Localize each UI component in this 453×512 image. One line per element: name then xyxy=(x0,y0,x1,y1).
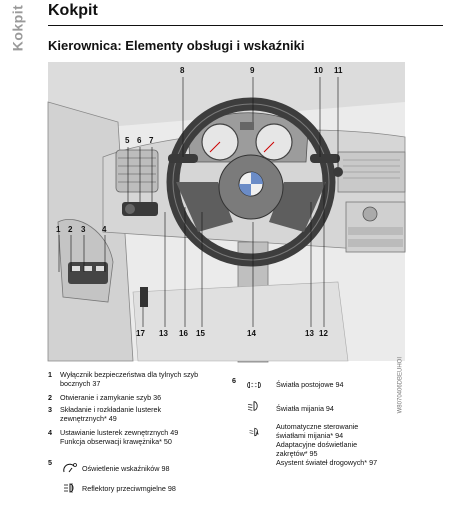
callout-13-left: 13 xyxy=(159,329,168,338)
callout-12: 12 xyxy=(319,329,328,338)
callout-6: 6 xyxy=(137,136,142,145)
legend-left: 1 Wyłącznik bezpieczeństwa dla tylnych szyb bocznych 37 2 Otwieranie i zamykanie szyb 36 3 Składanie i rozkładanie lusterek zewnętrznych* 49 4 Ustawianie lusterek zewnętrznych 49 Funkcja obserwacji krawężnika* 50 5 Oświetlenie wskaźników 98 Reflektory przeciwmgielne 98 xyxy=(48,370,199,493)
callout-17: 17 xyxy=(136,329,145,338)
parking-lights-icon xyxy=(246,379,262,391)
cockpit-drawing xyxy=(48,62,405,361)
callout-3: 3 xyxy=(81,225,86,234)
svg-text:A: A xyxy=(255,430,259,436)
title-divider xyxy=(48,25,443,26)
callout-8: 8 xyxy=(180,66,185,75)
callout-14: 14 xyxy=(247,329,256,338)
callout-10: 10 xyxy=(314,66,323,75)
callout-9: 9 xyxy=(250,66,255,75)
figure-code: W8070406DBEUHOI xyxy=(397,357,403,414)
callout-1: 1 xyxy=(56,225,61,234)
callout-16: 16 xyxy=(179,329,188,338)
page-title: Kokpit xyxy=(48,2,98,19)
instrument-lighting-icon xyxy=(62,462,78,474)
side-section-tab xyxy=(0,0,38,66)
callout-2: 2 xyxy=(68,225,73,234)
cockpit-illustration xyxy=(48,62,405,414)
front-fog-lights-icon xyxy=(62,482,78,494)
auto-headlight-icon xyxy=(246,426,262,438)
callout-13-right: 13 xyxy=(305,329,314,338)
section-subtitle: Kierownica: Elementy obsługi i wskaźniki xyxy=(48,38,305,53)
callout-4: 4 xyxy=(102,225,107,234)
legend-right: 6 Światła postojowe 94 Światła mijania 94 A Automatyczne sterowanie światłami mijania* 94 Adaptacyjne doświetlanie zakrętów* 95 Asystent świateł drogowych* 97 xyxy=(232,376,378,467)
callout-15: 15 xyxy=(196,329,205,338)
side-tab-label: Kokpit xyxy=(9,4,26,52)
low-beam-icon xyxy=(246,400,262,412)
callout-5: 5 xyxy=(125,136,130,145)
callout-11: 11 xyxy=(334,66,343,75)
callout-7: 7 xyxy=(149,136,154,145)
